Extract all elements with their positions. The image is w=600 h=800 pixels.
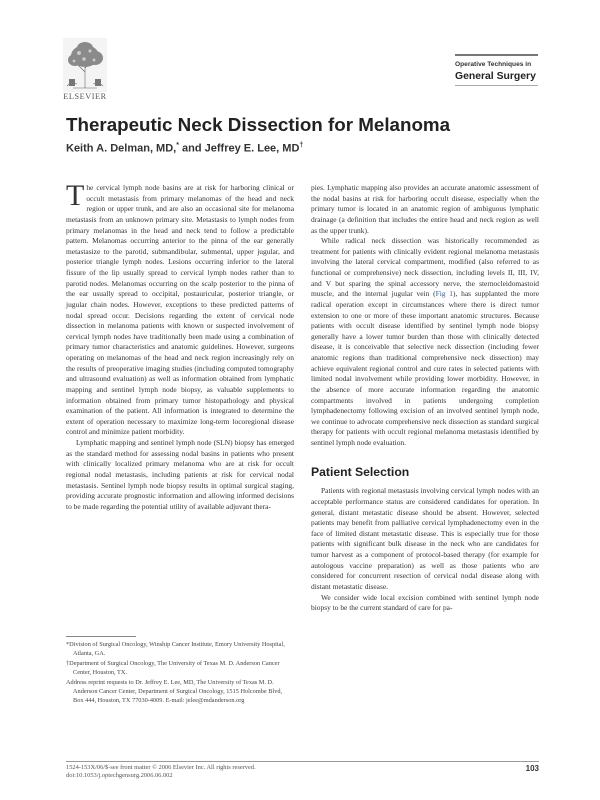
intro-paragraph-3: pies. Lymphatic mapping also provides an accurate anatomic assessment of the nodal basins at risk for harboring occult disease, especially when the primary tumor is located in an anatomic region of ambiguous lymphatic drainage (a definition that includes the entire head and neck region as well as the upper trunk). — [311, 183, 539, 235]
footnote-affiliation-2: †Department of Surgical Oncology, The University of Texas M. D. Anderson Cancer Center, Houston, TX. — [66, 660, 280, 676]
publisher-name: ELSEVIER — [63, 92, 107, 101]
affiliation-footnotes — [66, 636, 294, 707]
author-2-affiliation-mark: † — [299, 142, 304, 149]
journal-rule-bottom — [455, 85, 538, 86]
paragraph-4-text-before: While radical neck dissection was historically recommended as treatment for patients with clinically evident regional melanoma metastasis involving the lateral cervical compartment, modified (also referred to as functional or comprehensive) neck dissection, including levels II, III, IV, and V but sparing the spinal accessory nerve, the sternocleidomastoid muscle, and the internal jugular vein ( — [311, 236, 539, 299]
authors-conjunction: and — [182, 142, 202, 155]
patient-selection-paragraph-1: Patients with regional metastasis involving cervical lymph nodes with an acceptable performance status are considered candidates for operation. In general, distant metastatic disease should be absent. However, selected patients may benefit from palliative cervical lymphadenectomy even in the face of limited distant metastatic disease. This is especially true for those patients with significant bulk disease in the neck who are candidates for tumor harvest as a component of protocol-based therapy (for example for autologous vaccine preparation) as well as those patients who are considered for concurrent resection of cervical nodal disease along with distant metastatic disease. — [311, 486, 539, 591]
section-heading-patient-selection: Patient Selection — [311, 464, 410, 479]
page-number: 103 — [525, 764, 539, 773]
journal-title-line2: General Surgery — [455, 71, 536, 82]
article-authors — [66, 142, 303, 155]
paragraph-4-text-after: ), has supplanted the more radical operation except in circumstances where there is direct tumor extension to one or more of these important anatomic structures. Because patients with occult disease identified by sentinel lymph node biopsy generally have a lower tumor burden than those with clinically detected disease, it is conceivable that selective neck dissection (including fewer anatomic regions than traditional comprehensive neck dissection) may achieve equivalent regional control and cure rates in selected patients with limited nodal involvement while providing lower morbidity. However, in the absence of more accurate information regarding the anatomic compartments involved in patients undergoing completion lymphadenectomy following excision of an involved sentinel lymph node, we continue to advocate comprehensive neck dissection as standard surgical therapy for patients with occult regional melanoma metastasis identified by sentinel lymph node evaluation. — [311, 289, 540, 447]
left-column — [66, 179, 294, 512]
doi-line: doi:10.1053/j.optechgensurg.2006.06.002 — [66, 772, 173, 780]
patient-selection-paragraph-2: We consider wide local excision combined with sentinel lymph node biopsy to be the current standard of care for pa- — [311, 592, 539, 613]
author-1-affiliation-mark: * — [176, 142, 179, 149]
intro-paragraph-4 — [311, 236, 539, 449]
figure-1-link[interactable]: Fig 1 — [435, 289, 453, 299]
article-title: Therapeutic Neck Dissection for Melanoma — [66, 114, 451, 135]
intro-paragraph-1: The cervical lymph node basins are at risk for harboring clinical or occult metastasis from primary melanomas of the head and neck region or upper trunk, and are also an occasional site for melanoma metastasis from an unknown primary site. Metastasis to lymph nodes from primary melanomas in the head and neck tend to follow a predictable pattern. Melanomas occurring anterior to the pinna of the ear generally metastasize to the parotid, submandibular, submental, upper jugular, and posterior triangle lymph nodes. Lesions occurring inferior to the lateral fissure of the lip usually spread to cervical lymph nodes rather than to parotid nodes. Melanomas occurring on the scalp posterior to the pinna of the ear usually spread to occipital, postauricular, posterior triangle, or jugular chain nodes. However, exceptions to these predicted patterns of nodal spread occur. Decisions regarding the extent of cervical node dissection in melanoma patients with known or suspected involvement of cervical lymph nodes have traditionally been made using a combination of primary tumor characteristics and anatomic guidelines. However, surgeons operating on melanomas of the head and neck region increasingly rely on the results of preoperative imaging studies (including computed tomography and ultrasound evaluation) as well as information obtained from lymphatic mapping and sentinel lymph node biopsy, as valuable supplements to information obtained from primary tumor histopathology and physical examination of the patient. All information is integrated to determine the extent of operation necessary to maximize long-term locoregional disease control and minimize patient morbidity. — [66, 179, 294, 437]
copyright-line: 1524-153X/06/$-see front matter © 2006 Elsevier Inc. All rights reserved. — [66, 764, 256, 771]
footnote-affiliation-1: *Division of Surgical Oncology, Winship Cancer Institute, Emory University Hospital, Atlanta, GA. — [66, 641, 285, 657]
footnote-reprint-address: Address reprint requests to Dr. Jeffrey E. Lee, MD, The University of Texas M. D. Anderson Cancer Center, Department of Surgical Oncology, 1515 Holcombe Blvd, Box 444, Houston, TX 77030-4009. E-mail: jelee@mdanderson.org — [66, 679, 283, 704]
front-matter-info — [66, 764, 256, 781]
journal-title-line1: Operative Techniques in — [455, 61, 532, 68]
journal-rule-top — [455, 54, 538, 56]
footnote-divider — [66, 636, 136, 637]
right-column — [311, 183, 539, 614]
intro-paragraph-2: Lymphatic mapping and sentinel lymph node (SLN) biopsy has emerged as the standard method for assessing nodal basins in patients who present with clinically localized primary melanoma who are at risk for occult regional nodal metastasis, including patients at risk for cervical nodal metastasis. Sentinel lymph node biopsy results in optimal surgical staging, providing accurate prognostic information and allowing informed decisions to be made regarding the potential utility of available adjuvant thera- — [66, 438, 294, 511]
bottom-divider — [66, 761, 539, 762]
author-1: Keith A. Delman, MD, — [66, 142, 177, 155]
journal-header — [455, 54, 538, 86]
author-2: Jeffrey E. Lee, MD — [204, 142, 300, 155]
elsevier-tree-logo — [63, 38, 107, 92]
